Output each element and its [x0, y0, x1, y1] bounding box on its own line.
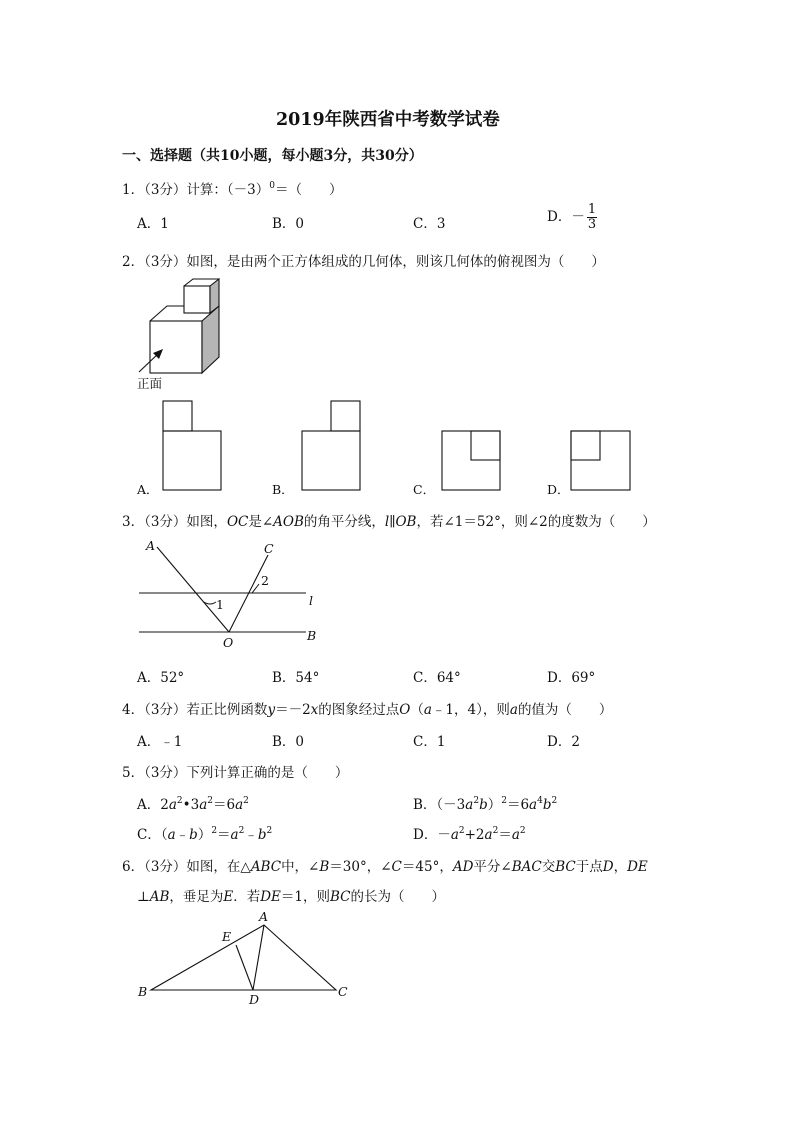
question-4-stem: 4．（3分）若正比例函数y＝－2x的图象经过点O（a﹣1，4），则a的值为（ ）: [122, 702, 613, 718]
question-3-option-b: B．54°: [272, 670, 320, 686]
question-4-option-a: A．﹣1: [137, 734, 183, 750]
point-a-label: A: [259, 909, 269, 924]
question-1-stem: 1．（3分）计算：$(-3)^0=$（ ）: [122, 181, 343, 198]
question-5-option-a: A．$2a^2•3a^2=6a^2$: [137, 796, 249, 813]
point-e-label: E: [222, 929, 232, 944]
question-5-option-c: C．$(a﹣b)^2=a^2﹣b^2$: [137, 826, 273, 843]
question-2-option-b-label: B．: [272, 482, 294, 497]
angle-2-label: 2: [261, 573, 269, 588]
question-4-option-d: D．2: [547, 734, 580, 750]
point-d-label: D: [249, 992, 260, 1007]
question-3-stem: 3．（3分）如图，OC是∠AOB的角平分线，l∥OB，若∠1＝52°，则∠2的度数为（ ）: [122, 514, 656, 530]
question-1-option-c: C．3: [413, 216, 446, 232]
question-1-option-b: B．0: [272, 216, 305, 232]
point-b-label: B: [138, 984, 148, 999]
angle-1-label: 1: [216, 597, 224, 612]
front-label: 正面: [137, 376, 163, 391]
question-1-option-d: D．－ $\frac{1}{3}$: [547, 202, 597, 232]
section-heading: 一、选择题（共10小题，每小题3分，共30分）: [122, 148, 423, 164]
question-2-option-a-label: A．: [137, 482, 159, 497]
question-5-option-b: B．$(-3a^2b)^2=6a^4b^2$: [413, 796, 558, 813]
question-2-stem: 2．（3分）如图，是由两个正方体组成的几何体，则该几何体的俯视图为（ ）: [122, 254, 605, 270]
line-l-label: l: [309, 593, 313, 608]
segment-de: [236, 945, 253, 990]
point-c-label: C: [338, 984, 348, 999]
question-1-option-a: A．1: [137, 216, 169, 232]
question-5-option-d: D．$-a^2+2a^2=a^2$: [413, 826, 526, 843]
question-6-stem-line-1: 6．（3分）如图，在△ABC中，∠B＝30°，∠C＝45°，AD平分∠BAC交BC于点D，DE: [122, 859, 648, 875]
question-4-option-c: C．1: [413, 734, 446, 750]
question-3-option-a: A．52°: [137, 670, 185, 686]
question-3-option-d: D．69°: [547, 670, 596, 686]
point-b-label: B: [307, 628, 317, 643]
point-o-label: O: [223, 635, 234, 650]
question-6-stem-line-2: ⊥AB，垂足为E．若DE＝1，则BC的长为（ ）: [137, 889, 446, 905]
point-c-label: C: [264, 541, 274, 556]
question-2-option-d-label: D．: [547, 482, 570, 497]
page-title: 2019年陕西省中考数学试卷: [276, 110, 500, 130]
fraction: $\frac{1}{3}$: [587, 202, 597, 232]
question-5-stem: 5．（3分）下列计算正确的是（ ）: [122, 765, 349, 781]
question-3-option-c: C．64°: [413, 670, 461, 686]
question-4-option-b: B．0: [272, 734, 305, 750]
question-2-option-c-label: C．: [413, 482, 436, 497]
triangle-abc: [151, 925, 336, 990]
point-a-label: A: [146, 538, 156, 553]
segment-ad: [253, 925, 264, 990]
